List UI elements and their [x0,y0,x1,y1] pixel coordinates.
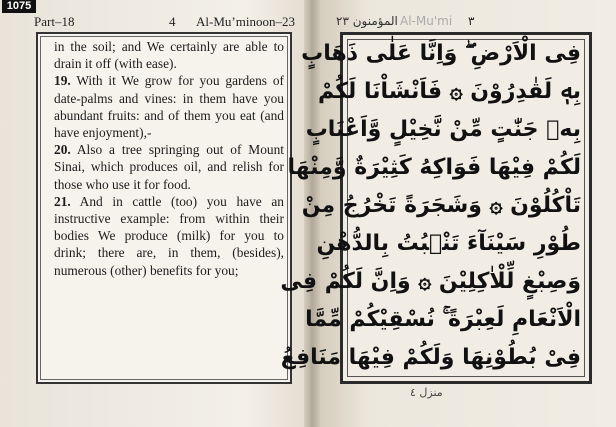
verse-number: 20. [54,142,71,158]
arabic-line: فِىْ بُطُوْنِهَا وَلَكُمْ فِيْهَا مَنَافِعُ [280,345,581,370]
paragraph-text: With it We grow for you gardens of date-palms and vines: in them have you abundant fruits: and of them you eat (and have enjoyment),- [54,73,284,141]
arabic-page-number: ٣ [468,14,475,28]
translation-frame [36,32,292,384]
paragraph [54,72,284,141]
paragraph [54,38,284,72]
arabic-line: وَصِبْغٍ لِّلْاٰكِلِيْنَ ۞ وَاِنَّ لَكُمْ فِى [280,269,581,294]
page-number: 4 [169,14,176,29]
arabic-surah-title: المؤمنون ٢٣ [336,14,398,28]
arabic-line: طُوْرِ سَيْنَآءَ تَنْۢبُتُ بِالدُّهْنِ [316,231,581,256]
arabic-line: فِى الْاَرْضِ ۖ وَاِنَّا عَلٰى ذَهَابٍ [301,41,581,66]
manzil-marker: منزل ٤ [410,386,443,399]
arabic-line: بِهٖ لَقٰدِرُوْنَ ۞ فَاَنْشَاْنَا لَكُمْ [317,79,581,104]
paragraph-text: in the soil; and We certainly are able to drain it off (with ease). [54,39,284,72]
paragraph [54,193,284,279]
arabic-line: تَاْكُلُوْنَ ۞ وَشَجَرَةً تَخْرُجُ مِنْ [301,193,581,218]
part-label: Part–18 [34,14,75,29]
arabic-frame [280,32,592,384]
arabic-line: الْاَنْعَامِ لَعِبْرَةً ۚ نُسْقِيْكُمْ مِّمَّا [305,307,581,332]
faint-header-bleed: Al-Mu'mi [400,14,453,28]
translation-text [54,38,284,279]
image-number-badge: 1075 [2,0,36,13]
arabic-line: بِهٖ جَنّٰتٍ مِّنْ نَّخِيْلٍ وَّاَعْنَابٍ [305,117,581,142]
paragraph-text: And in cattle (too) you have an instructive example: from within their bodies We produce (milk) for you to drink; there are, in them, (besides), numerous (other) benefits for you; [54,193,284,278]
arabic-line: لَكُمْ فِيْهَا فَوَاكِهُ كَثِيْرَةٌ وَّمِنْهَا [287,155,581,180]
surah-title: Al-Mu’minoon–23 [196,14,295,29]
paragraph-text: Also a tree springing out of Mount Sinai, which produces oil, and relish for those who use it for food. [54,142,284,192]
verse-number: 21. [54,193,71,209]
paragraph [54,141,284,193]
verse-number: 19. [54,73,71,89]
